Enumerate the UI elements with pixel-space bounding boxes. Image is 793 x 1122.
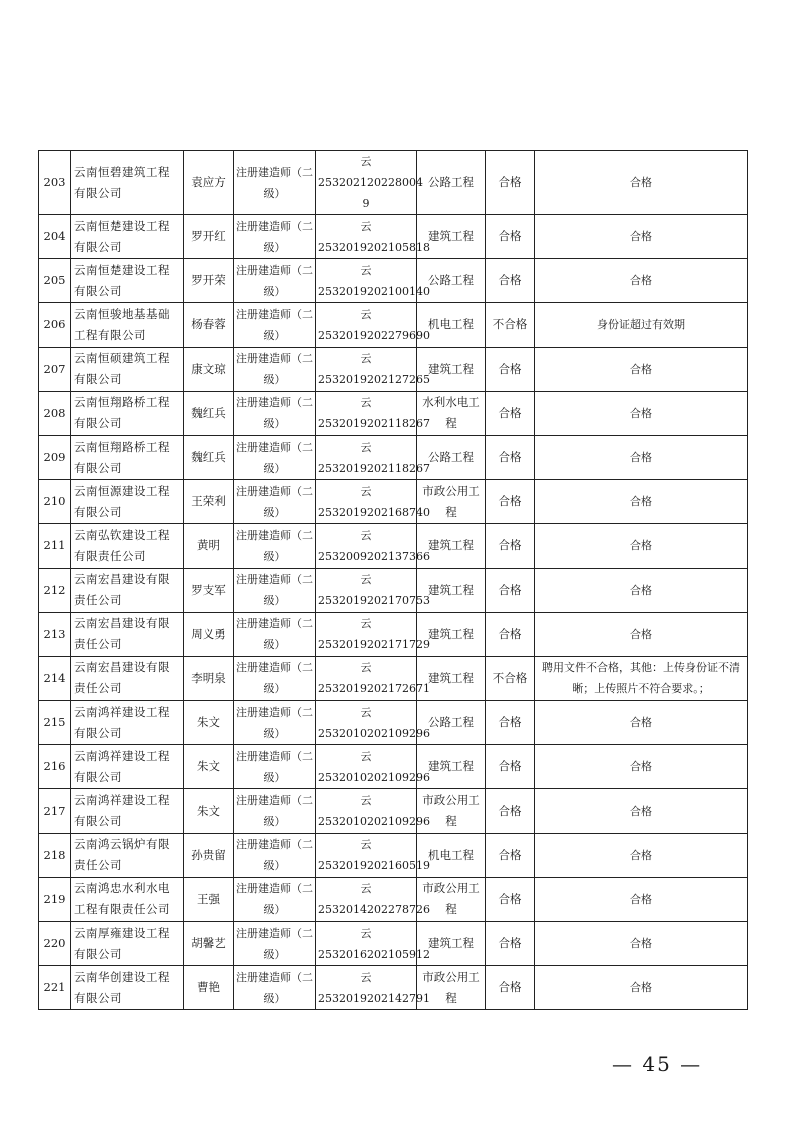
remark-cell: 合格 <box>535 391 748 435</box>
major-cell: 公路工程 <box>417 259 486 303</box>
company-name-cell: 云南恒翔路桥工程有限公司 <box>71 435 184 479</box>
result-cell: 合格 <box>486 215 535 259</box>
result-cell: 合格 <box>486 833 535 877</box>
result-cell: 合格 <box>486 259 535 303</box>
result-cell: 合格 <box>486 745 535 789</box>
table-row <box>39 745 748 789</box>
company-name-cell: 云南恒楚建设工程有限公司 <box>71 259 184 303</box>
major-cell: 建筑工程 <box>417 524 486 568</box>
person-name-cell: 康文琼 <box>184 347 234 391</box>
company-name-cell: 云南宏昌建设有限责任公司 <box>71 612 184 656</box>
table-row <box>39 215 748 259</box>
registration-number-cell: 云 2532009202137366 <box>316 524 417 568</box>
table-row <box>39 303 748 347</box>
certificate-type-cell: 注册建造师（二级） <box>234 745 316 789</box>
registration-number-cell: 云 2532019202105818 <box>316 215 417 259</box>
company-name-cell: 云南华创建设工程有限公司 <box>71 966 184 1010</box>
remark-cell: 合格 <box>535 877 748 921</box>
major-cell: 建筑工程 <box>417 215 486 259</box>
registration-number-cell: 云 2532019202172671 <box>316 656 417 700</box>
result-cell: 合格 <box>486 612 535 656</box>
row-number-cell: 216 <box>39 745 71 789</box>
registration-number-cell: 云 2532019202160519 <box>316 833 417 877</box>
company-name-cell: 云南恒骏地基基础工程有限公司 <box>71 303 184 347</box>
company-name-cell: 云南恒楚建设工程有限公司 <box>71 215 184 259</box>
certificate-type-cell: 注册建造师（二级） <box>234 391 316 435</box>
page-number: — 45 — <box>612 1052 703 1076</box>
major-cell: 建筑工程 <box>417 347 486 391</box>
certificate-type-cell: 注册建造师（二级） <box>234 922 316 966</box>
registration-number-cell: 云 2532019202118267 <box>316 391 417 435</box>
person-name-cell: 罗开红 <box>184 215 234 259</box>
company-name-cell: 云南鸿祥建设工程有限公司 <box>71 745 184 789</box>
certificate-type-cell: 注册建造师（二级） <box>234 215 316 259</box>
table-body <box>39 151 748 1010</box>
table-row <box>39 568 748 612</box>
major-cell: 建筑工程 <box>417 568 486 612</box>
result-cell: 不合格 <box>486 303 535 347</box>
certificate-type-cell: 注册建造师（二级） <box>234 303 316 347</box>
registration-number-cell: 云 2532019202168740 <box>316 480 417 524</box>
company-name-cell: 云南宏昌建设有限责任公司 <box>71 656 184 700</box>
result-cell: 合格 <box>486 966 535 1010</box>
person-name-cell: 魏红兵 <box>184 391 234 435</box>
major-cell: 建筑工程 <box>417 745 486 789</box>
table-row <box>39 877 748 921</box>
certificate-type-cell: 注册建造师（二级） <box>234 435 316 479</box>
person-name-cell: 李明泉 <box>184 656 234 700</box>
result-cell: 合格 <box>486 435 535 479</box>
certificate-type-cell: 注册建造师（二级） <box>234 701 316 745</box>
person-name-cell: 曹艳 <box>184 966 234 1010</box>
table-row <box>39 347 748 391</box>
remark-cell: 合格 <box>535 568 748 612</box>
result-cell: 合格 <box>486 151 535 215</box>
person-name-cell: 胡馨艺 <box>184 922 234 966</box>
table-row <box>39 480 748 524</box>
certificate-type-cell: 注册建造师（二级） <box>234 877 316 921</box>
remark-cell: 聘用文件不合格，其他：上传身份证不清晰；上传照片不符合要求。； <box>535 656 748 700</box>
major-cell: 市政公用工程 <box>417 480 486 524</box>
registration-number-cell: 云 2532019202171729 <box>316 612 417 656</box>
result-cell: 合格 <box>486 347 535 391</box>
major-cell: 机电工程 <box>417 833 486 877</box>
row-number-cell: 210 <box>39 480 71 524</box>
remark-cell: 合格 <box>535 215 748 259</box>
table-row <box>39 259 748 303</box>
row-number-cell: 211 <box>39 524 71 568</box>
row-number-cell: 218 <box>39 833 71 877</box>
row-number-cell: 203 <box>39 151 71 215</box>
remark-cell: 合格 <box>535 922 748 966</box>
registration-number-cell: 云 253202120228004 9 <box>316 151 417 215</box>
registration-number-cell: 云 2532010202109296 <box>316 745 417 789</box>
row-number-cell: 215 <box>39 701 71 745</box>
table-row <box>39 833 748 877</box>
registration-table <box>38 150 748 1010</box>
row-number-cell: 213 <box>39 612 71 656</box>
company-name-cell: 云南恒翔路桥工程有限公司 <box>71 391 184 435</box>
registration-number-cell: 云 2532019202100140 <box>316 259 417 303</box>
remark-cell: 合格 <box>535 524 748 568</box>
result-cell: 合格 <box>486 877 535 921</box>
person-name-cell: 袁应方 <box>184 151 234 215</box>
certificate-type-cell: 注册建造师（二级） <box>234 789 316 833</box>
result-cell: 合格 <box>486 480 535 524</box>
row-number-cell: 207 <box>39 347 71 391</box>
result-cell: 合格 <box>486 568 535 612</box>
row-number-cell: 221 <box>39 966 71 1010</box>
remark-cell: 合格 <box>535 833 748 877</box>
remark-cell: 合格 <box>535 612 748 656</box>
remark-cell: 合格 <box>535 966 748 1010</box>
certificate-type-cell: 注册建造师（二级） <box>234 656 316 700</box>
company-name-cell: 云南鸿祥建设工程有限公司 <box>71 701 184 745</box>
certificate-type-cell: 注册建造师（二级） <box>234 568 316 612</box>
table-row <box>39 656 748 700</box>
certificate-type-cell: 注册建造师（二级） <box>234 612 316 656</box>
table-row <box>39 612 748 656</box>
remark-cell: 合格 <box>535 789 748 833</box>
person-name-cell: 罗支军 <box>184 568 234 612</box>
company-name-cell: 云南鸿云锅炉有限责任公司 <box>71 833 184 877</box>
certificate-type-cell: 注册建造师（二级） <box>234 259 316 303</box>
major-cell: 市政公用工程 <box>417 966 486 1010</box>
company-name-cell: 云南鸿忠水利水电工程有限责任公司 <box>71 877 184 921</box>
remark-cell: 合格 <box>535 259 748 303</box>
certificate-type-cell: 注册建造师（二级） <box>234 347 316 391</box>
person-name-cell: 朱文 <box>184 745 234 789</box>
major-cell: 公路工程 <box>417 435 486 479</box>
registration-number-cell: 云 2532019202170753 <box>316 568 417 612</box>
company-name-cell: 云南恒碧建筑工程有限公司 <box>71 151 184 215</box>
row-number-cell: 212 <box>39 568 71 612</box>
registration-number-cell: 云 2532014202278726 <box>316 877 417 921</box>
major-cell: 公路工程 <box>417 151 486 215</box>
certificate-type-cell: 注册建造师（二级） <box>234 966 316 1010</box>
row-number-cell: 208 <box>39 391 71 435</box>
major-cell: 水利水电工程 <box>417 391 486 435</box>
certificate-type-cell: 注册建造师（二级） <box>234 480 316 524</box>
remark-cell: 合格 <box>535 347 748 391</box>
registration-number-cell: 云 2532016202105912 <box>316 922 417 966</box>
person-name-cell: 周义勇 <box>184 612 234 656</box>
result-cell: 合格 <box>486 922 535 966</box>
row-number-cell: 214 <box>39 656 71 700</box>
result-cell: 不合格 <box>486 656 535 700</box>
company-name-cell: 云南弘钦建设工程有限责任公司 <box>71 524 184 568</box>
row-number-cell: 204 <box>39 215 71 259</box>
table-row <box>39 435 748 479</box>
table-row <box>39 151 748 215</box>
major-cell: 机电工程 <box>417 303 486 347</box>
table-row <box>39 966 748 1010</box>
table-row <box>39 524 748 568</box>
registration-number-cell: 云 2532019202127265 <box>316 347 417 391</box>
person-name-cell: 朱文 <box>184 789 234 833</box>
remark-cell: 合格 <box>535 151 748 215</box>
major-cell: 建筑工程 <box>417 656 486 700</box>
table-row <box>39 391 748 435</box>
row-number-cell: 206 <box>39 303 71 347</box>
company-name-cell: 云南厚雍建设工程有限公司 <box>71 922 184 966</box>
row-number-cell: 209 <box>39 435 71 479</box>
major-cell: 市政公用工程 <box>417 789 486 833</box>
person-name-cell: 杨春蓉 <box>184 303 234 347</box>
major-cell: 建筑工程 <box>417 612 486 656</box>
person-name-cell: 黄明 <box>184 524 234 568</box>
certificate-type-cell: 注册建造师（二级） <box>234 151 316 215</box>
remark-cell: 合格 <box>535 745 748 789</box>
table-row <box>39 922 748 966</box>
person-name-cell: 罗开荣 <box>184 259 234 303</box>
certificate-type-cell: 注册建造师（二级） <box>234 524 316 568</box>
result-cell: 合格 <box>486 789 535 833</box>
person-name-cell: 王强 <box>184 877 234 921</box>
registration-number-cell: 云 2532019202142791 <box>316 966 417 1010</box>
major-cell: 市政公用工程 <box>417 877 486 921</box>
result-cell: 合格 <box>486 391 535 435</box>
row-number-cell: 219 <box>39 877 71 921</box>
certificate-type-cell: 注册建造师（二级） <box>234 833 316 877</box>
major-cell: 公路工程 <box>417 701 486 745</box>
row-number-cell: 217 <box>39 789 71 833</box>
person-name-cell: 朱文 <box>184 701 234 745</box>
company-name-cell: 云南宏昌建设有限责任公司 <box>71 568 184 612</box>
company-name-cell: 云南恒硕建筑工程有限公司 <box>71 347 184 391</box>
registration-number-cell: 云 2532010202109296 <box>316 701 417 745</box>
row-number-cell: 205 <box>39 259 71 303</box>
person-name-cell: 孙贵留 <box>184 833 234 877</box>
table-row <box>39 789 748 833</box>
registration-number-cell: 云 2532019202279690 <box>316 303 417 347</box>
remark-cell: 合格 <box>535 435 748 479</box>
major-cell: 建筑工程 <box>417 922 486 966</box>
remark-cell: 身份证超过有效期 <box>535 303 748 347</box>
result-cell: 合格 <box>486 524 535 568</box>
remark-cell: 合格 <box>535 701 748 745</box>
company-name-cell: 云南鸿祥建设工程有限公司 <box>71 789 184 833</box>
row-number-cell: 220 <box>39 922 71 966</box>
remark-cell: 合格 <box>535 480 748 524</box>
person-name-cell: 魏红兵 <box>184 435 234 479</box>
company-name-cell: 云南恒源建设工程有限公司 <box>71 480 184 524</box>
registration-number-cell: 云 2532019202118267 <box>316 435 417 479</box>
result-cell: 合格 <box>486 701 535 745</box>
table-row <box>39 701 748 745</box>
registration-number-cell: 云 2532010202109296 <box>316 789 417 833</box>
person-name-cell: 王荣利 <box>184 480 234 524</box>
